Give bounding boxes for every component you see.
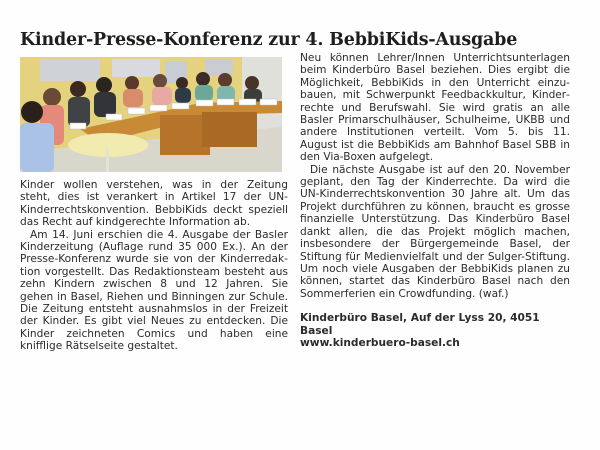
left-column xyxy=(20,57,288,353)
article-headline: Kinder-Presse-Konferenz zur 4. BebbiKids-Ausgabe xyxy=(20,29,518,50)
contact-block xyxy=(300,312,570,349)
left-paragraph-1: Kinder wollen verstehen, was in der Zeitung steht, dies ist verankert in Artikel 17 der UN-Kinderrechtskonvention. BebbiKids deckt speziell das Recht auf kindgerechte Information ab. xyxy=(20,179,288,229)
right-paragraph-2: Die nächste Ausgabe ist auf den 20. November geplant, den Tag der Kinderrechte. Da wird die UN-Kinderrechtskonvention 30 Jahre alt. Um das Projekt durchführen zu können, braucht es grosse finanzielle Unterstützung. Das Kinderbüro Basel dankt allen, die das Projekt möglich machen, insbesondere der Bürgergemeinde Basel, der Stiftung für Medienvielfalt und der Sulger-Stiftung. Um noch viele Ausgaben der BebbiKids planen zu können, startet das Kinderbüro Basel nach den Sommerferien ein Crowdfunding. (waf.) xyxy=(300,163,570,300)
photo-illustration xyxy=(20,57,282,172)
contact-address: Kinderbüro Basel, Auf der Lyss 20, 4051 Basel xyxy=(300,312,540,337)
left-paragraph-2: Am 14. Juni erschien die 4. Ausgabe der Basler Kinderzeitung (Auflage rund 35 000 Ex.). An der Presse-Konferenz wurde sie von der Kinderredaktion vorgestellt. Das Redaktionsteam besteht aus zehn Kindern zwischen 8 und 12 Jahren. Sie gehen in Basel, Riehen und Binningen zur Schule. Die Zeitung entsteht ausnahmslos in der Freizeit der Kinder. Es gibt viel Neues zu entdecken. Die Kinder zeichneten Comics und haben eine knifflige Rätselseite gestaltet. xyxy=(20,228,288,353)
contact-website: www.kinderbuero-basel.ch xyxy=(300,336,460,349)
press-conference-photo xyxy=(20,57,282,172)
right-column xyxy=(300,52,570,349)
right-paragraph-1: Neu können Lehrer/Innen Unterrichtsunterlagen beim Kinderbüro Basel beziehen. Dies ergibt die Möglichkeit, BebbiKids in den Unterricht einzubauen, mit Schwerpunkt Feedbackkultur, Kinderrechte und Berufswahl. Sie wird gratis an alle Basler Primarschulhäuser, Schulheime, UKBB und andere Institutionen verteilt. Vom 5. bis 11. August ist die BebbiKids am Bahnhof Basel SBB in den Via-Boxen aufgelegt. xyxy=(300,52,570,164)
